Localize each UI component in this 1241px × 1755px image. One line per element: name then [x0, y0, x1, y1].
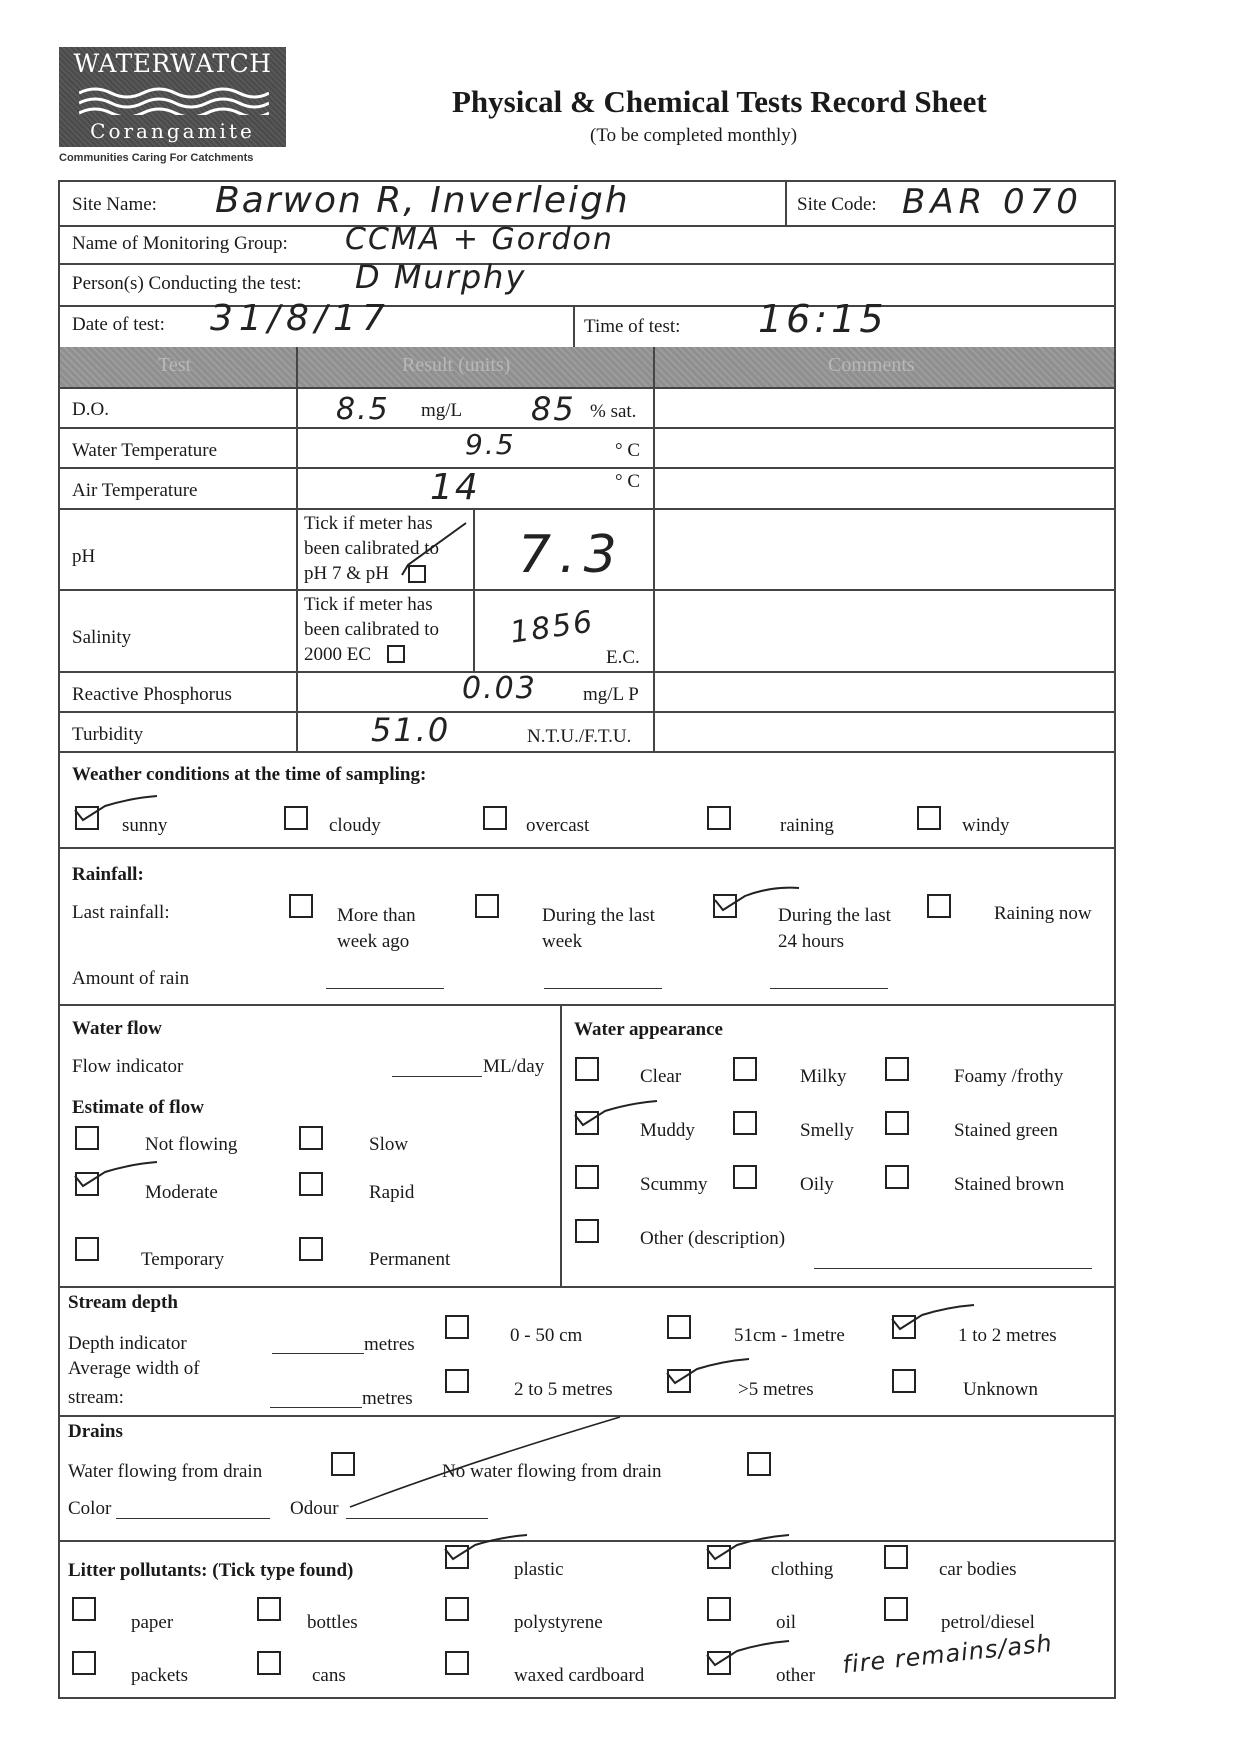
litter-packets-checkbox[interactable]	[72, 1651, 96, 1675]
litter-car-bodies-label: car bodies	[939, 1559, 1017, 1580]
logo-subtitle: Corangamite	[90, 119, 255, 143]
litter-petrol-diesel-checkbox[interactable]	[884, 1597, 908, 1621]
depth-0-50-cm-checkbox[interactable]	[445, 1315, 469, 1339]
depth-51cm-1metre-checkbox[interactable]	[667, 1315, 691, 1339]
rain-last-week-checkbox[interactable]	[475, 894, 499, 918]
group-value[interactable]: CCMA + Gordon	[345, 222, 614, 257]
litter-other-label: other	[776, 1665, 816, 1686]
weather-cloudy-label: cloudy	[329, 815, 381, 836]
depth-1-to-2-metres-label: 1 to 2 metres	[958, 1325, 1057, 1346]
amount-of-rain-field-2[interactable]	[544, 988, 662, 989]
drains-heading: Drains	[68, 1421, 123, 1442]
width-2-to-5-metres-label: 2 to 5 metres	[514, 1379, 613, 1400]
rain-more-than-week-label: More than week ago	[337, 905, 416, 952]
amount-of-rain-field-3[interactable]	[770, 988, 888, 989]
appearance-clear-checkbox[interactable]	[575, 1057, 599, 1081]
site-name-value[interactable]: Barwon R, Inverleigh	[215, 180, 630, 221]
litter-other-checkbox[interactable]	[707, 1651, 731, 1675]
other-description-field[interactable]	[814, 1268, 1092, 1269]
flow-slow-checkbox[interactable]	[299, 1126, 323, 1150]
litter-packets-label: packets	[131, 1665, 188, 1686]
rainfall-heading: Rainfall:	[72, 864, 144, 885]
litter-bottles-checkbox[interactable]	[257, 1597, 281, 1621]
drain-odour-field[interactable]	[346, 1518, 488, 1519]
salinity-unit: E.C.	[606, 647, 640, 668]
amount-of-rain-field-1[interactable]	[326, 988, 444, 989]
do-mgl-value[interactable]: 8.5	[336, 392, 390, 427]
last-rainfall-label: Last rainfall:	[72, 902, 170, 923]
flow-rapid-checkbox[interactable]	[299, 1172, 323, 1196]
weather-raining-label: raining	[780, 815, 834, 836]
appearance-milky-checkbox[interactable]	[733, 1057, 757, 1081]
header-result: Result (units)	[402, 354, 511, 376]
ph-label: pH	[72, 546, 96, 567]
width-unknown-checkbox[interactable]	[892, 1369, 916, 1393]
rain-last-24-hours-label: During the last 24 hours	[778, 905, 891, 952]
appearance-oily-label: Oily	[800, 1174, 834, 1195]
weather-cloudy-checkbox[interactable]	[284, 806, 308, 830]
rain-last-week-label: During the last week	[542, 905, 655, 952]
weather-heading: Weather conditions at the time of sampling:	[72, 764, 427, 785]
appearance-scummy-checkbox[interactable]	[575, 1165, 599, 1189]
flow-moderate-label: Moderate	[145, 1182, 218, 1203]
air-temp-label: Air Temperature	[72, 480, 198, 501]
litter-cans-checkbox[interactable]	[257, 1651, 281, 1675]
appearance-smelly-label: Smelly	[800, 1120, 854, 1141]
width-2-to-5-metres-checkbox[interactable]	[445, 1369, 469, 1393]
weather-windy-label: windy	[962, 815, 1010, 836]
amount-of-rain-label: Amount of rain	[72, 968, 190, 989]
phosphorus-unit: mg/L P	[583, 684, 639, 705]
appearance-stained-brown-checkbox[interactable]	[885, 1165, 909, 1189]
rain-more-than-week-checkbox[interactable]	[289, 894, 313, 918]
width-field[interactable]	[270, 1407, 362, 1408]
width-label-line1: Average width of	[68, 1358, 200, 1379]
water-temp-value[interactable]: 9.5	[465, 428, 516, 461]
litter-waxed-cardboard-label: waxed cardboard	[514, 1665, 645, 1686]
waterwatch-logo	[59, 47, 286, 147]
flow-not-flowing-checkbox[interactable]	[75, 1126, 99, 1150]
flow-moderate-checkbox[interactable]	[75, 1172, 99, 1196]
flow-permanent-checkbox[interactable]	[299, 1237, 323, 1261]
litter-car-bodies-checkbox[interactable]	[884, 1545, 908, 1569]
width-metres-unit: metres	[362, 1388, 413, 1409]
weather-sunny-label: sunny	[122, 815, 168, 836]
litter-polystyrene-label: polystyrene	[514, 1612, 603, 1633]
do-sat-value[interactable]: 85	[531, 390, 576, 428]
person-value[interactable]: D Murphy	[355, 258, 527, 296]
width-label-line2: stream:	[68, 1387, 124, 1408]
raining-now-checkbox[interactable]	[927, 894, 951, 918]
rain-last-24-hours-checkbox[interactable]	[713, 894, 737, 918]
weather-sunny-checkbox[interactable]	[75, 806, 99, 830]
ph-calibration-note: Tick if meter has been calibrated to pH 7 & pH	[304, 513, 440, 584]
date-label: Date of test:	[72, 314, 165, 335]
site-code-label: Site Code:	[797, 194, 877, 215]
depth-indicator-label: Depth indicator	[68, 1333, 187, 1354]
litter-paper-checkbox[interactable]	[72, 1597, 96, 1621]
drain-strike-mark	[340, 1415, 630, 1515]
turbidity-label: Turbidity	[72, 724, 144, 745]
appearance-stained-brown-label: Stained brown	[954, 1174, 1065, 1195]
drain-color-field[interactable]	[116, 1518, 270, 1519]
weather-raining-checkbox[interactable]	[707, 806, 731, 830]
litter-clothing-label: clothing	[771, 1559, 834, 1580]
turbidity-value[interactable]: 51.0	[371, 711, 451, 749]
appearance-foamy-frothy-checkbox[interactable]	[885, 1057, 909, 1081]
flow-temporary-checkbox[interactable]	[75, 1237, 99, 1261]
appearance-smelly-checkbox[interactable]	[733, 1111, 757, 1135]
person-label: Person(s) Conducting the test:	[72, 273, 302, 294]
litter-plastic-label: plastic	[514, 1559, 564, 1580]
flow-indicator-unit: ML/day	[483, 1056, 545, 1077]
flow-rapid-label: Rapid	[369, 1182, 415, 1203]
flow-not-flowing-label: Not flowing	[145, 1134, 238, 1155]
header-comments: Comments	[828, 354, 915, 376]
flow-indicator-label: Flow indicator	[72, 1056, 184, 1077]
do-sat-unit: % sat.	[590, 401, 637, 422]
appearance-muddy-checkbox[interactable]	[575, 1111, 599, 1135]
ph-calibrated-checkbox[interactable]	[408, 565, 426, 583]
litter-polystyrene-checkbox[interactable]	[445, 1597, 469, 1621]
air-temp-value[interactable]: 14	[430, 467, 480, 508]
appearance-stained-green-checkbox[interactable]	[885, 1111, 909, 1135]
appearance-foamy-frothy-label: Foamy /frothy	[954, 1066, 1064, 1087]
weather-overcast-label: overcast	[526, 815, 590, 836]
phosphorus-value[interactable]: 0.03	[462, 671, 537, 706]
appearance-oily-checkbox[interactable]	[733, 1165, 757, 1189]
water-flow-heading: Water flow	[72, 1018, 162, 1039]
site-name-label: Site Name:	[72, 194, 157, 215]
date-value[interactable]: 31/8/17	[210, 298, 391, 339]
logo-title: WATERWATCH	[73, 49, 272, 78]
litter-oil-checkbox[interactable]	[707, 1597, 731, 1621]
raining-now-label: Raining now	[994, 903, 1092, 924]
salinity-calibration-note: Tick if meter has been calibrated to 2000 EC	[304, 594, 440, 665]
litter-waxed-cardboard-checkbox[interactable]	[445, 1651, 469, 1675]
width-unknown-label: Unknown	[963, 1379, 1038, 1400]
flow-indicator-field[interactable]	[392, 1076, 482, 1077]
turbidity-unit: N.T.U./F.T.U.	[527, 726, 632, 747]
appearance-clear-label: Clear	[640, 1066, 682, 1087]
drain-flowing-label: Water flowing from drain	[68, 1461, 263, 1482]
litter-clothing-checkbox[interactable]	[707, 1545, 731, 1569]
litter-cans-label: cans	[312, 1665, 346, 1686]
time-value[interactable]: 16:15	[758, 297, 888, 341]
litter-bottles-label: bottles	[307, 1612, 358, 1633]
salinity-label: Salinity	[72, 627, 132, 648]
litter-plastic-checkbox[interactable]	[445, 1545, 469, 1569]
litter-paper-label: paper	[131, 1612, 174, 1633]
drain-color-label: Color	[68, 1498, 112, 1519]
flow-slow-label: Slow	[369, 1134, 409, 1155]
ph-value[interactable]: 7.3	[518, 525, 625, 585]
do-mgl-unit: mg/L	[421, 400, 463, 421]
width-5-metres-checkbox[interactable]	[667, 1369, 691, 1393]
estimate-of-flow-heading: Estimate of flow	[72, 1097, 204, 1118]
litter-heading: Litter pollutants: (Tick type found)	[68, 1560, 354, 1581]
logo-tagline: Communities Caring For Catchments	[59, 152, 254, 164]
time-label: Time of test:	[584, 316, 681, 337]
table-header-band	[60, 347, 1114, 387]
flow-temporary-label: Temporary	[141, 1249, 225, 1270]
page-subtitle: (To be completed monthly)	[590, 125, 798, 146]
drain-not-flowing-label: No water flowing from drain	[442, 1461, 662, 1482]
page-title: Physical & Chemical Tests Record Sheet	[452, 84, 987, 119]
litter-other-note[interactable]: fire remains/ash	[841, 1629, 1054, 1679]
drain-odour-label: Odour	[290, 1498, 339, 1519]
header-test: Test	[158, 354, 192, 376]
flow-permanent-label: Permanent	[369, 1249, 451, 1270]
weather-overcast-checkbox[interactable]	[483, 806, 507, 830]
waves-icon	[79, 85, 269, 115]
do-label: D.O.	[72, 399, 109, 420]
depth-metres-unit: metres	[364, 1334, 415, 1355]
depth-0-50-cm-label: 0 - 50 cm	[510, 1325, 583, 1346]
air-temp-unit: ° C	[615, 471, 641, 492]
drain-not-flowing-checkbox[interactable]	[747, 1452, 771, 1476]
depth-1-to-2-metres-checkbox[interactable]	[892, 1315, 916, 1339]
appearance-muddy-label: Muddy	[640, 1120, 695, 1141]
appearance-scummy-label: Scummy	[640, 1174, 708, 1195]
appearance-milky-label: Milky	[800, 1066, 847, 1087]
stream-depth-heading: Stream depth	[68, 1292, 178, 1313]
appearance-other-description-checkbox[interactable]	[575, 1219, 599, 1243]
water-temp-unit: ° C	[615, 440, 641, 461]
water-appearance-heading: Water appearance	[574, 1019, 723, 1040]
phosphorus-label: Reactive Phosphorus	[72, 684, 232, 705]
weather-windy-checkbox[interactable]	[917, 806, 941, 830]
appearance-stained-green-label: Stained green	[954, 1120, 1058, 1141]
salinity-calibrated-checkbox[interactable]	[387, 645, 405, 663]
salinity-value[interactable]: 1856	[507, 604, 597, 651]
litter-petrol-diesel-label: petrol/diesel	[941, 1612, 1035, 1633]
depth-51cm-1metre-label: 51cm - 1metre	[734, 1325, 845, 1346]
appearance-other-description-label: Other (description)	[640, 1228, 786, 1249]
group-label: Name of Monitoring Group:	[72, 233, 288, 254]
water-temp-label: Water Temperature	[72, 440, 218, 461]
litter-oil-label: oil	[776, 1612, 797, 1633]
width-5-metres-label: >5 metres	[738, 1379, 814, 1400]
depth-indicator-field[interactable]	[272, 1353, 364, 1354]
site-code-value[interactable]: BAR 070	[902, 182, 1083, 222]
